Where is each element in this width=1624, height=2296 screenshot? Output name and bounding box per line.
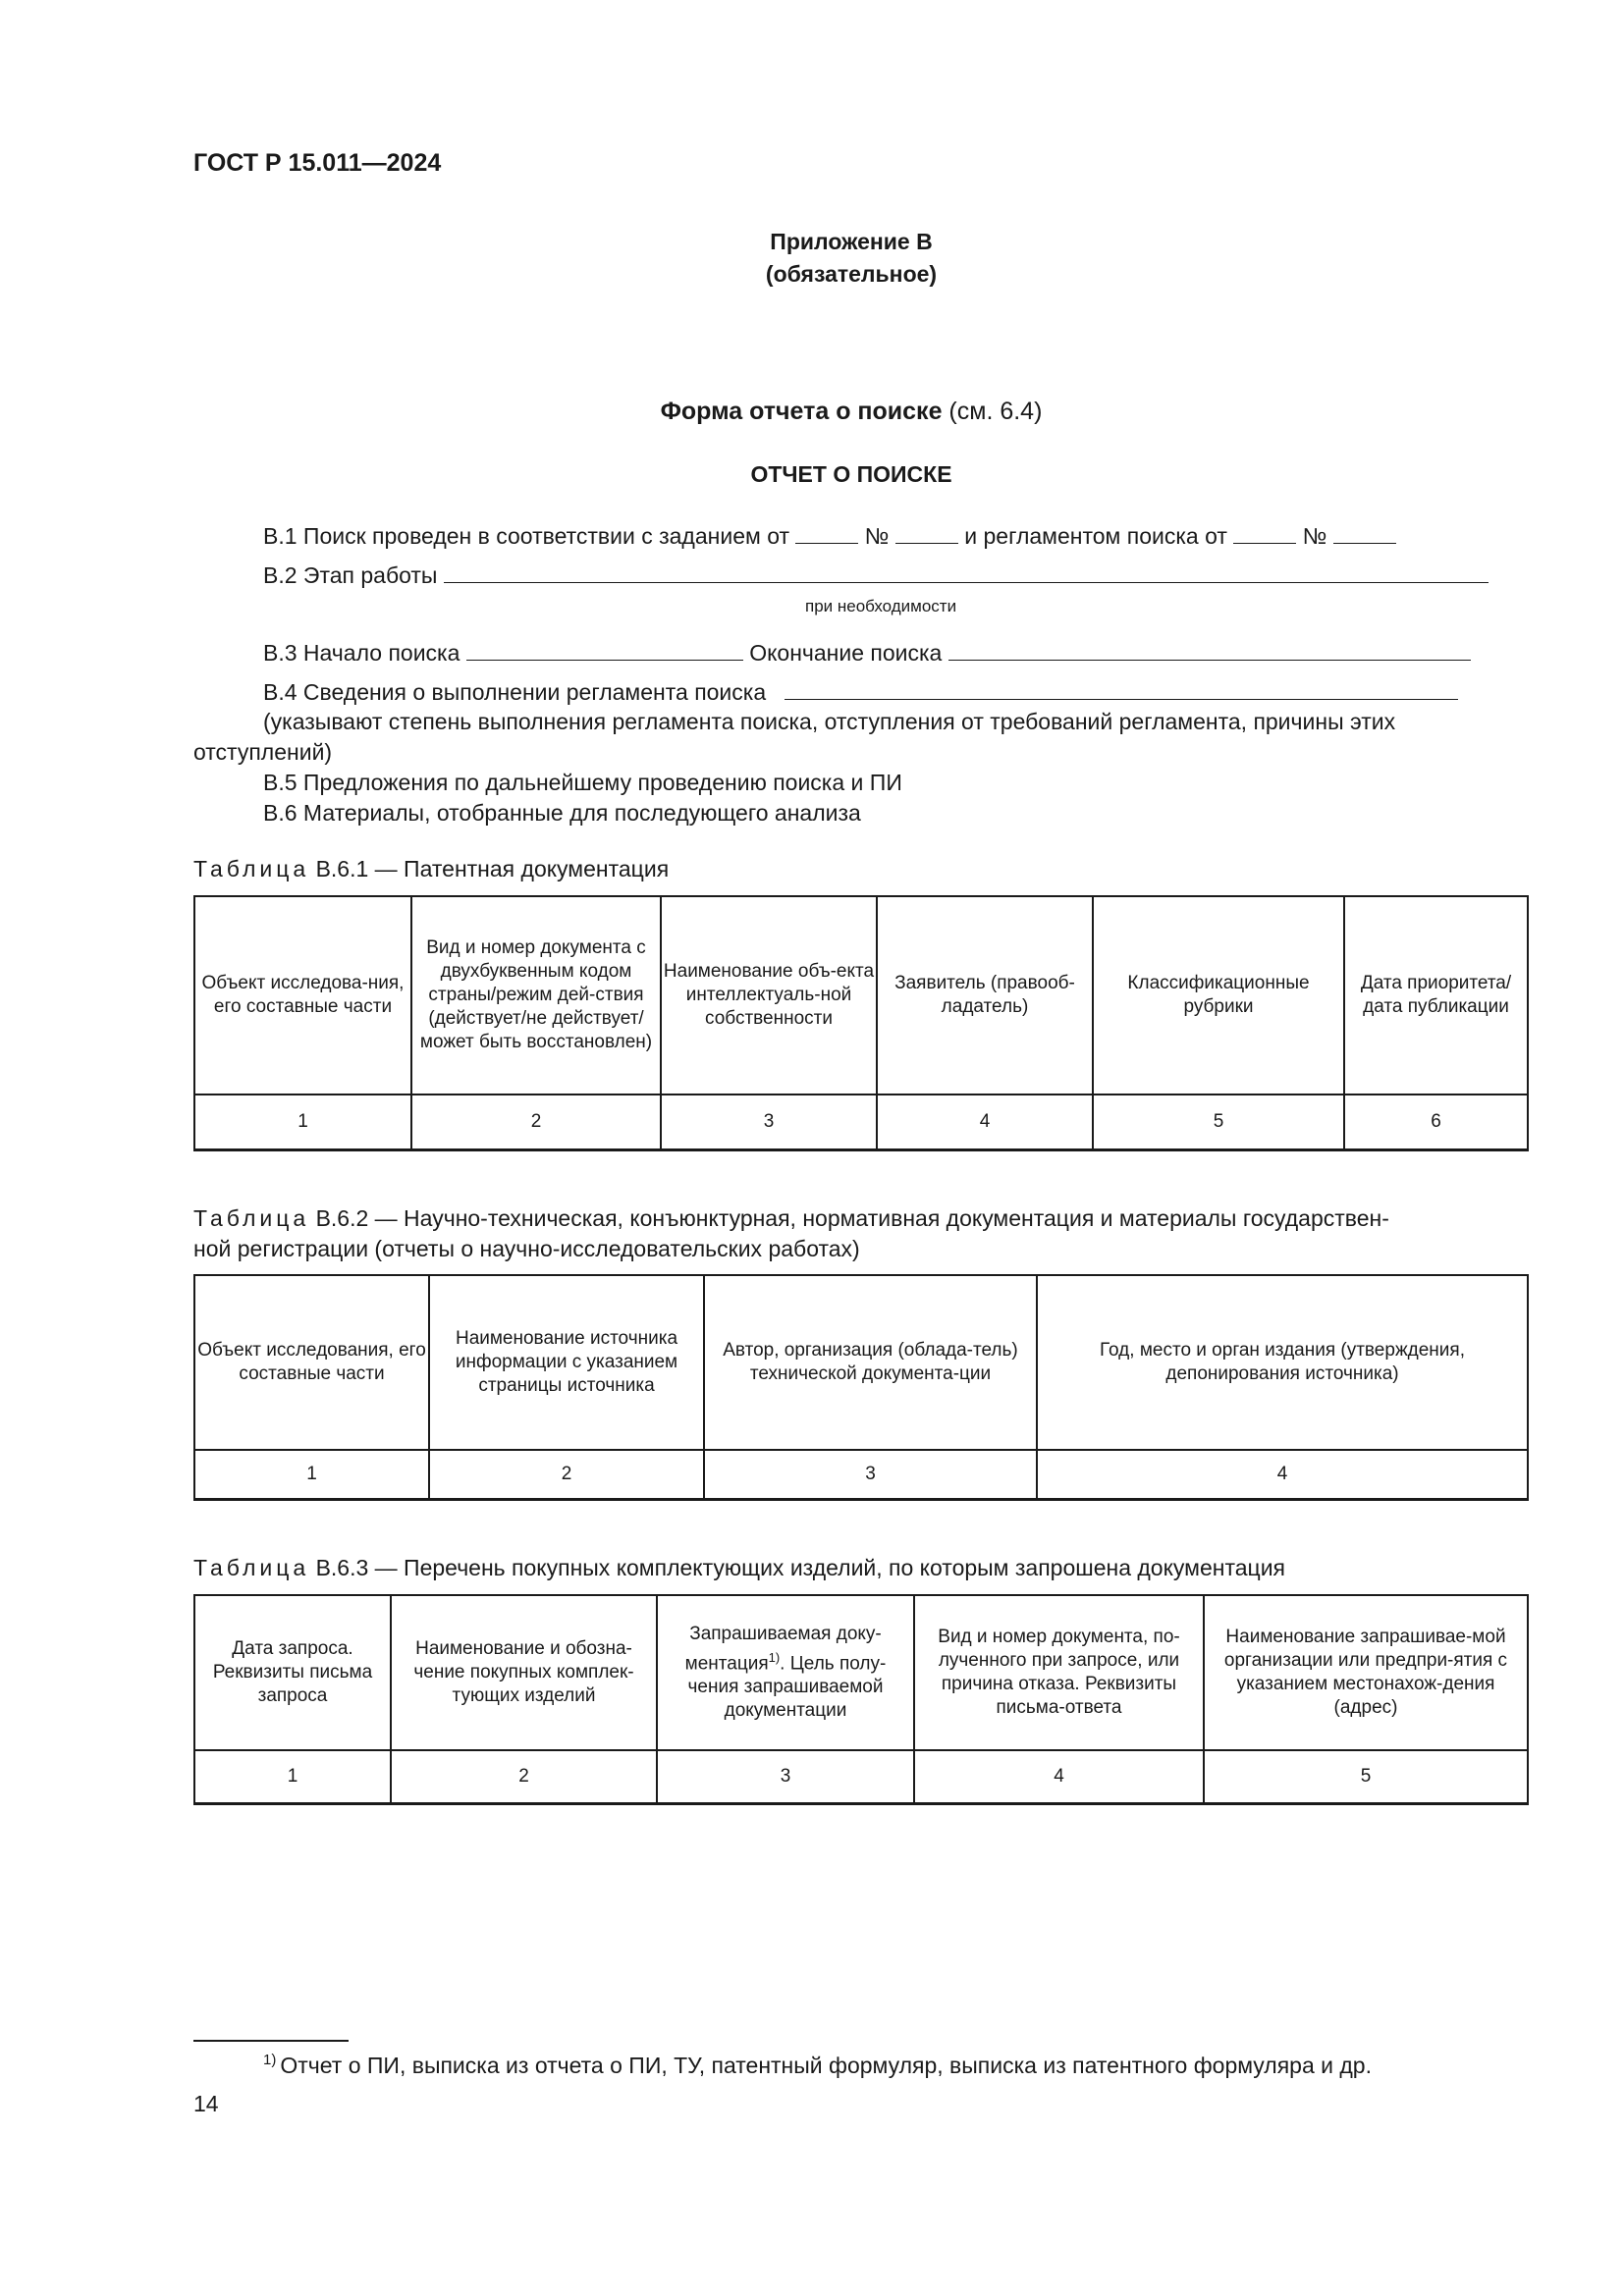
- field-search-start[interactable]: [466, 638, 743, 661]
- table-b61-number-cell: 1: [194, 1095, 411, 1149]
- table-b61-header-cell: Объект исследова-ния, его составные части: [194, 896, 411, 1095]
- table-b61-header-cell: Вид и номер документа с двухбуквенным кодом страны/режим дей-ствия (действует/не действует/может быть восстановлен): [411, 896, 661, 1095]
- table-b61-caption: [193, 854, 669, 884]
- item-b1-reg: и регламентом поиска от: [964, 523, 1227, 549]
- table-b63-header-cell: Наименование запрашивае-мой организации или предпри-ятия с указанием местонахож-дения (адрес): [1204, 1595, 1528, 1750]
- footnote-text: Отчет о ПИ, выписка из отчета о ПИ, ТУ, патентный формуляр, выписка из патентного формуляра и др.: [280, 2053, 1372, 2078]
- table-b61-header-cell: Наименование объ-екта интеллектуаль-ной собственности: [661, 896, 877, 1095]
- table-b63-header-cell: [657, 1595, 914, 1750]
- table-b62-caption-rest: В.6.2 — Научно-техническая, конъюнктурная, нормативная документация и материалы государствен-: [309, 1205, 1389, 1231]
- table-b62-header-cell: Год, место и орган издания (утверждения, депонирования источника): [1037, 1275, 1528, 1450]
- table-b62-caption-word: Таблица: [193, 1205, 310, 1231]
- table-b62-header-cell: Объект исследования, его составные части: [194, 1275, 429, 1450]
- table-b63-header-row: [194, 1595, 1528, 1750]
- field-reg-date[interactable]: [1233, 521, 1296, 544]
- table-b63-header-cell: Наименование и обозна-чение покупных комплек-тующих изделий: [391, 1595, 657, 1750]
- footnote-ref: 1): [768, 1649, 781, 1665]
- field-work-stage[interactable]: [444, 561, 1489, 583]
- table-b63-caption-word: Таблица: [193, 1555, 310, 1580]
- table-b63: [193, 1594, 1529, 1805]
- table-b62-caption-line2: ной регистрации (отчеты о научно-исследовательских работах): [193, 1236, 860, 1261]
- table-b61-header-cell: Заявитель (правооб-ладатель): [877, 896, 1093, 1095]
- appendix-title: Приложение В: [770, 229, 933, 254]
- table-b62-header-cell: Наименование источника информации с указанием страницы источника: [429, 1275, 704, 1450]
- table-b63-number-cell: 3: [657, 1750, 914, 1803]
- table-b63-caption-rest: В.6.3 — Перечень покупных комплектующих изделий, по которым запрошена документация: [309, 1555, 1286, 1580]
- form-title: [0, 398, 1624, 426]
- table-b61-header-row: [194, 896, 1528, 1095]
- field-task-date[interactable]: [795, 521, 858, 544]
- table-b62-number-cell: 2: [429, 1450, 704, 1499]
- appendix-status: (обязательное): [765, 261, 938, 287]
- item-b2-note: при необходимости: [805, 597, 957, 615]
- table-b63-number-cell: 4: [914, 1750, 1204, 1803]
- table-b61-caption-rest: В.6.1 — Патентная документация: [309, 856, 670, 881]
- item-b3: [263, 638, 1471, 668]
- footnote: [263, 2052, 1372, 2079]
- item-b1-no: №: [864, 523, 890, 549]
- table-b61-number-cell: 3: [661, 1095, 877, 1149]
- table-b63-h3-rest: чения запрашиваемой документации: [687, 1677, 884, 1722]
- footnote-rule: [193, 2040, 349, 2042]
- table-b62-number-cell: 3: [704, 1450, 1037, 1499]
- form-title-main: Форма отчета о поиске: [660, 398, 943, 425]
- table-b63-caption: [193, 1553, 1285, 1583]
- table-b63-header-cell: Дата запроса. Реквизиты письма запроса: [194, 1595, 391, 1750]
- item-b4-explain-1: (указывают степень выполнения регламента поиска, отступления от требований регламента, причины этих: [263, 709, 1396, 734]
- item-b3-start: В.3 Начало поиска: [263, 640, 460, 666]
- table-b62-header-cell: Автор, организация (облада-тель) технической документа-ции: [704, 1275, 1037, 1450]
- table-b62-caption: [193, 1203, 1389, 1234]
- table-b62-number-row: [194, 1450, 1528, 1499]
- item-b6: В.6 Материалы, отобранные для последующего анализа: [263, 800, 861, 826]
- table-b61-number-cell: 2: [411, 1095, 661, 1149]
- table-b62-number-cell: 4: [1037, 1450, 1528, 1499]
- item-b2-text: В.2 Этап работы: [263, 562, 438, 588]
- table-b63-h3-line1: Запрашиваемая доку-: [689, 1623, 882, 1644]
- item-b1: [263, 521, 1396, 552]
- table-b61-number-cell: 6: [1344, 1095, 1528, 1149]
- document-code: ГОСТ Р 15.011—2024: [193, 149, 442, 177]
- table-b61-header-cell: Классификационные рубрики: [1093, 896, 1344, 1095]
- table-b61-caption-word: Таблица: [193, 856, 310, 881]
- item-b4: [263, 677, 1458, 708]
- table-b63-number-row: [194, 1750, 1528, 1803]
- field-reg-fulfilment[interactable]: [785, 677, 1458, 700]
- table-b63-h3-post: . Цель полу-: [780, 1653, 887, 1675]
- page-number: 14: [193, 2091, 219, 2116]
- table-b63-number-cell: 1: [194, 1750, 391, 1803]
- table-b62-header-row: [194, 1275, 1528, 1450]
- table-b63-number-cell: 2: [391, 1750, 657, 1803]
- item-b4-explain-2: отступлений): [193, 739, 333, 765]
- table-b61-number-cell: 4: [877, 1095, 1093, 1149]
- table-b61-header-cell: Дата приоритета/ дата публикации: [1344, 896, 1528, 1095]
- field-search-end[interactable]: [948, 638, 1471, 661]
- report-title: ОТЧЕТ О ПОИСКЕ: [750, 461, 952, 487]
- field-task-number[interactable]: [895, 521, 958, 544]
- table-b61: [193, 895, 1529, 1151]
- table-b63-number-cell: 5: [1204, 1750, 1528, 1803]
- form-title-ref: (см. 6.4): [942, 398, 1043, 425]
- table-b61-number-cell: 5: [1093, 1095, 1344, 1149]
- item-b1-no2: №: [1302, 523, 1327, 549]
- item-b4-text: В.4 Сведения о выполнении регламента поиска: [263, 679, 767, 705]
- table-b62-number-cell: 1: [194, 1450, 429, 1499]
- table-b61-number-row: [194, 1095, 1528, 1149]
- item-b2: [263, 561, 1489, 591]
- item-b3-end: Окончание поиска: [749, 640, 943, 666]
- table-b63-header-cell: Вид и номер документа, по-лученного при запросе, или причина отказа. Реквизиты письма-ответа: [914, 1595, 1204, 1750]
- table-b62: [193, 1274, 1529, 1501]
- item-b5: В.5 Предложения по дальнейшему проведению поиска и ПИ: [263, 770, 902, 795]
- footnote-mark: 1): [263, 2052, 277, 2068]
- item-b1-text: В.1 Поиск проведен в соответствии с заданием от: [263, 523, 790, 549]
- table-b63-h3-pre: ментация: [684, 1653, 769, 1675]
- field-reg-number[interactable]: [1333, 521, 1396, 544]
- appendix-heading: [0, 226, 1624, 291]
